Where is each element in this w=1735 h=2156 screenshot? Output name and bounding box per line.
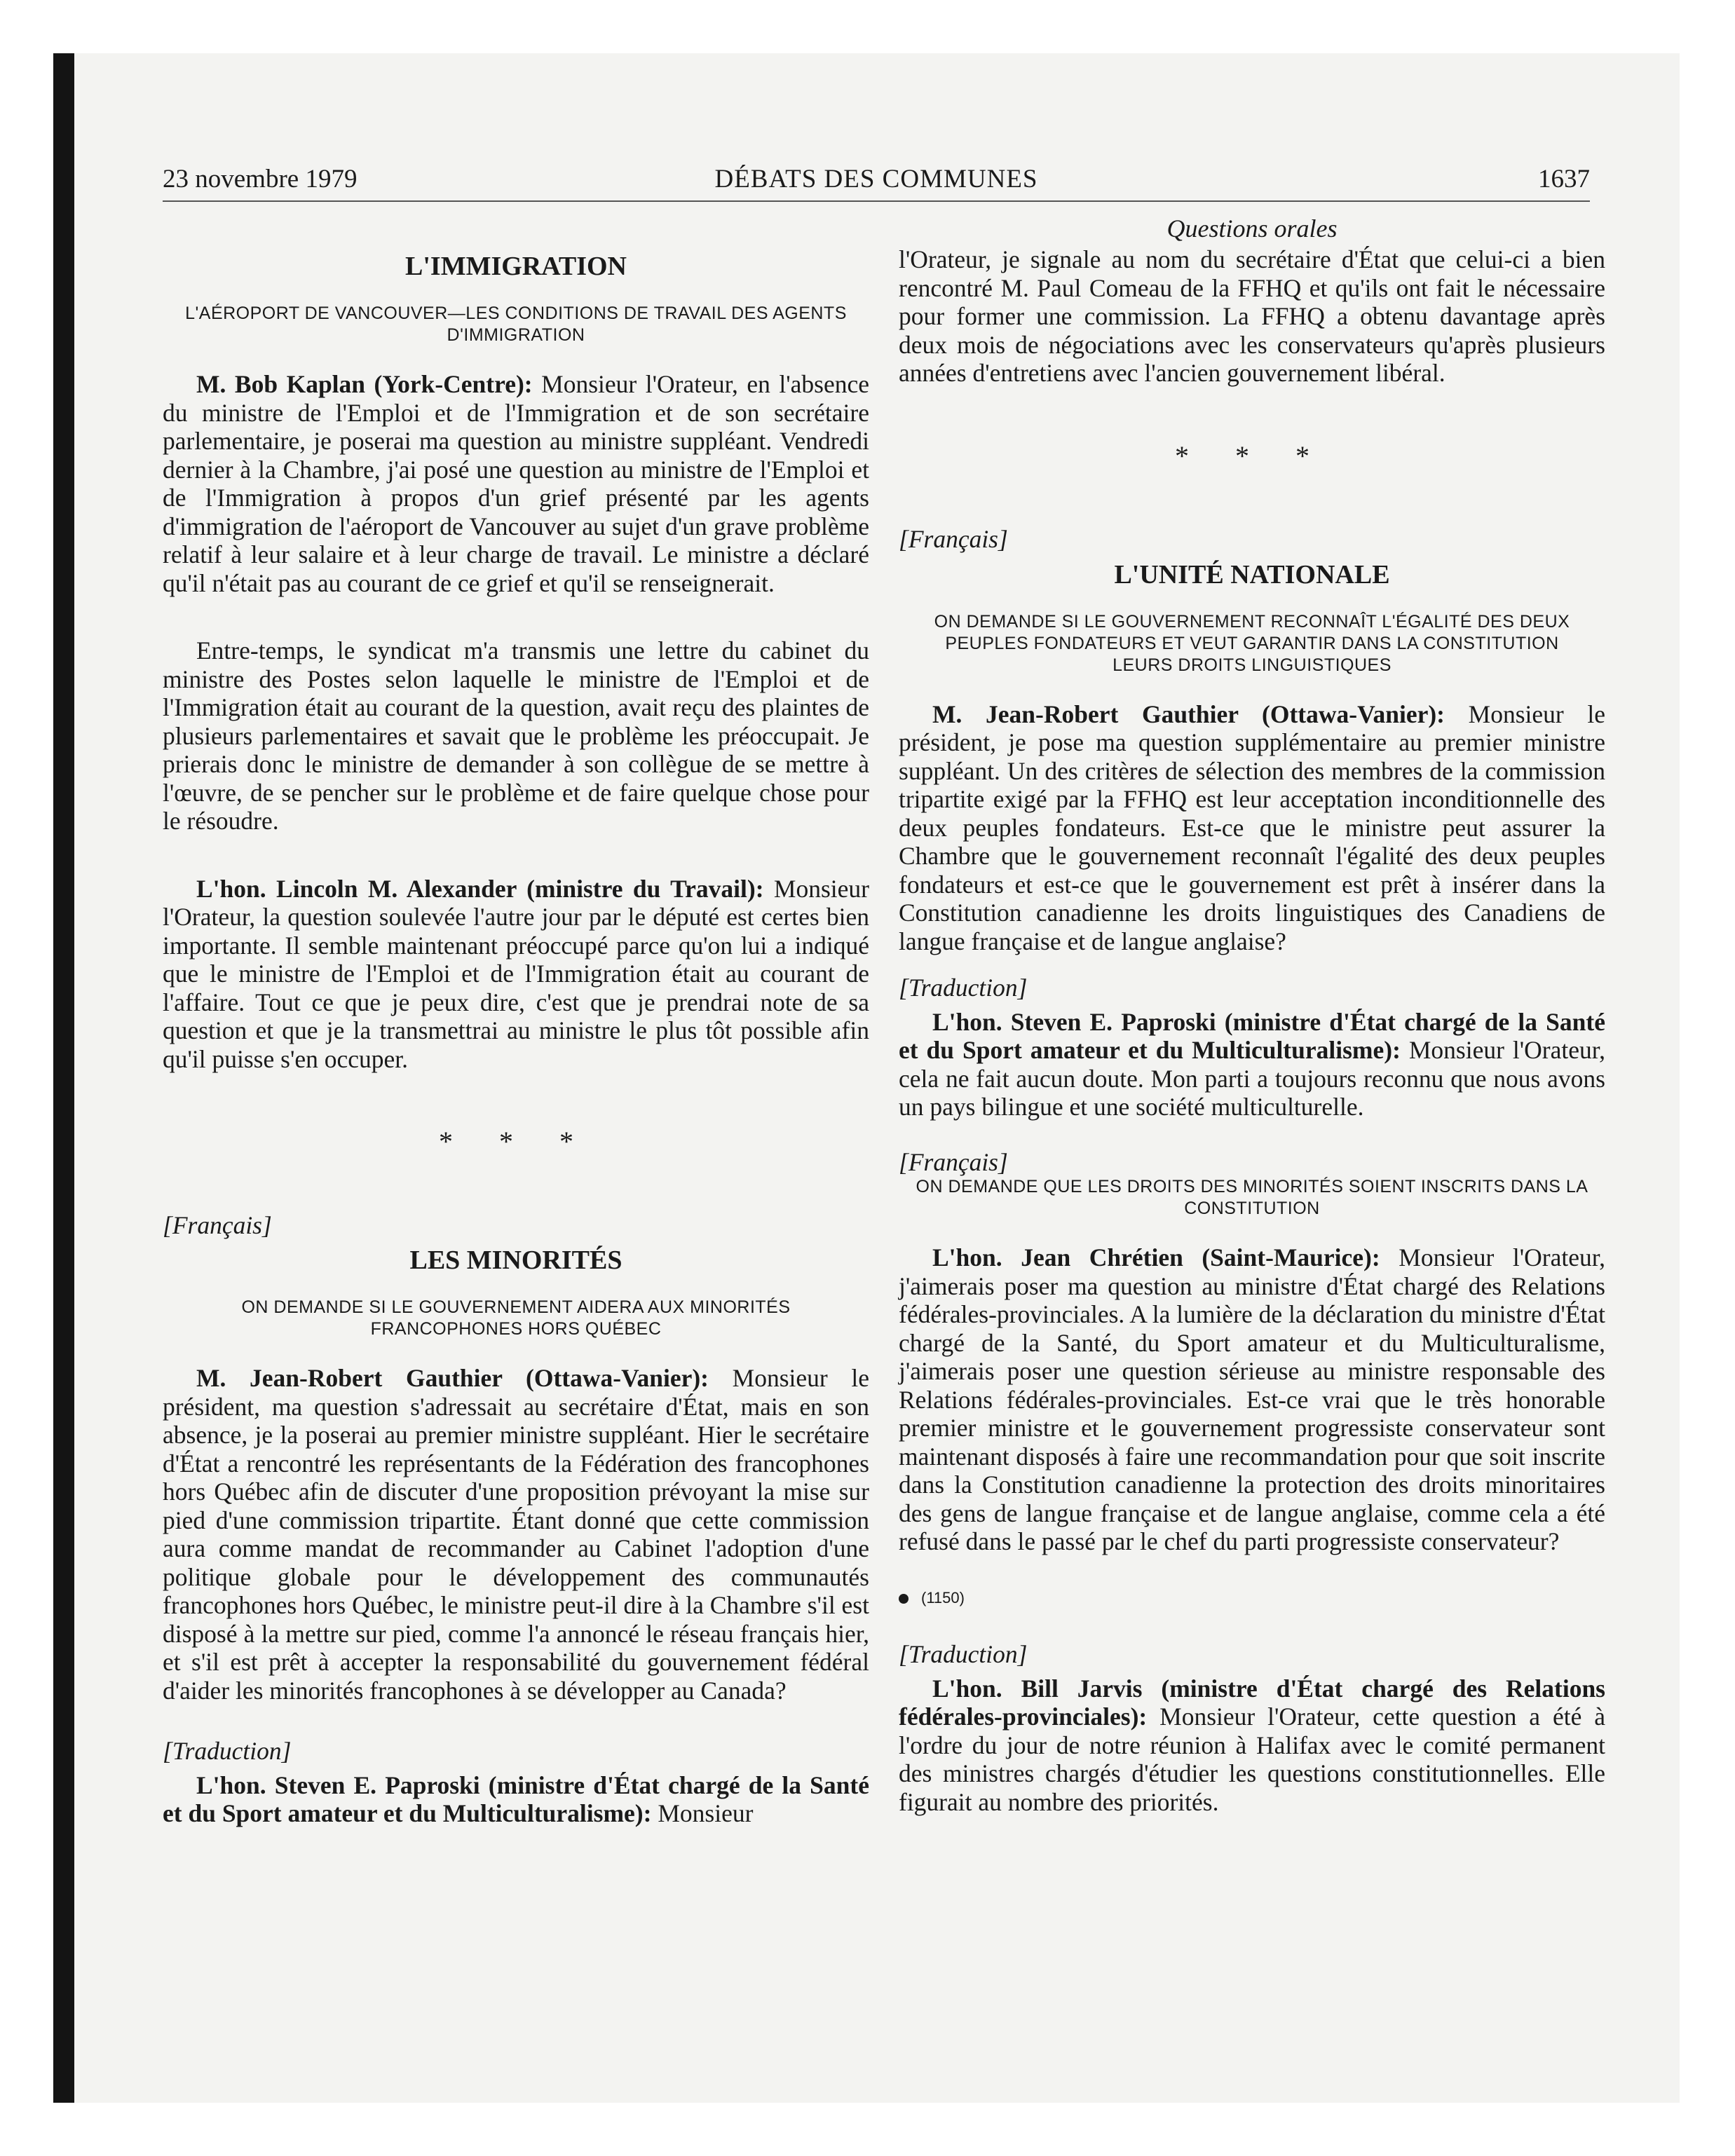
language-marker: [Français]	[899, 1147, 1008, 1176]
speech-text: Monsieur le président, ma question s'adressait au secrétaire d'État, mais en son absence, je la poserai au premier ministre suppléant. Hier le secrétaire d'État a rencontré les représentants de la Fédération des francophones hors Québec afin de discuter d'une proposition prévoyant la mise sur pied d'une commission tripartite. Étant donné que cette commission aura comme mandat de recommander au Cabinet l'adoption d'une politique globale pour le développement des communautés francophones hors Québec, le ministre peut-il dire à la Chambre s'il est disposé à la mettre sur pied, comme l'a annoncé le réseau français hier, et s'il est prêt à accepter la responsabilité du gouvernement fédéral d'aider les minorités francophones à se développer au Canada?	[163, 1364, 869, 1705]
subheading-minorites: ON DEMANDE SI LE GOUVERNEMENT AIDERA AUX MINORITÉS FRANCOPHONES HORS QUÉBEC	[241, 1297, 791, 1339]
paragraph-gauthier	[163, 1364, 869, 1705]
time-stamp-text: (1150)	[921, 1588, 965, 1606]
speaker-name: L'hon. Steven E. Paproski (ministre d'État chargé de la Santé et du Sport amateur et du Multiculturalisme):	[163, 1770, 869, 1827]
language-marker: [Traduction]	[899, 974, 1028, 1002]
section-heading-immigration: L'IMMIGRATION	[405, 252, 627, 281]
subheading-egalite: ON DEMANDE SI LE GOUVERNEMENT RECONNAÎT L'ÉGALITÉ DES DEUX PEUPLES FONDATEURS ET VEUT GARANTIR DANS LA CONSTITUTION LEURS DROITS LINGUISTIQUES	[934, 611, 1570, 675]
paragraph-kaplan-continued: Entre-temps, le syndicat m'a transmis une lettre du cabinet du ministre des Postes selon laquelle le ministre de l'Emploi et de l'Immigration était au courant de la question, avait reçu des plaintes de plusieurs parlementaires et savait que le problème les préoccupait. Je prierais donc le ministre de demander à son collègue de se mettre à l'œuvre, de se pencher sur le problème et de faire quelque chose pour le résoudre.	[163, 636, 869, 835]
paragraph-paproski	[163, 1771, 869, 1828]
paragraph-jarvis	[899, 1674, 1605, 1817]
paragraph-paproski-continued: l'Orateur, je signale au nom du secrétaire d'État que celui-ci a bien rencontré M. Paul Comeau de la FFHQ et qu'ils ont fait le nécessaire pour former une commission. La FFHQ a obtenu davantage après deux mois de négociations avec les conservateurs qu'après plusieurs années d'entretiens avec l'ancien gouvernement libéral.	[899, 245, 1605, 387]
speech-text: Monsieur l'Orateur, la question soulevée l'autre jour par le député est certes bien importante. Il semble maintenant préoccupé parce qu'on lui a indiqué que le ministre de l'Emploi et de l'Immigration était au courant de l'affaire. Tout ce que je peux dire, c'est que je prendrai note de sa question et que je la transmettrai au ministre le plus tôt possible afin qu'il puisse s'en occuper.	[163, 874, 869, 1073]
right-column	[899, 210, 1605, 1816]
speaker-name: L'hon. Bill Jarvis (ministre d'État chargé des Relations fédérales-provinciales):	[899, 1674, 1605, 1731]
speech-text: Monsieur l'Orateur, j'aimerais poser ma question au ministre d'État chargé des Relations fédérales-provinciales. A la lumière de la déclaration du ministre d'État chargé de la Santé, du Sport amateur et du Multiculturalisme, j'aimerais poser une question sérieuse au ministre responsable des Relations fédérales-provinciales. Est-ce vrai que le très honorable premier ministre et le gouvernement progressiste conservateur sont maintenant disposés à faire une recommandation pour que soit inscrite dans la Constitution canadienne la protection des droits minoritaires des gens de langue française et de langue anglaise, comme cela a été refusé dans le passé par le chef du parti progressiste conservateur?	[899, 1243, 1605, 1555]
header-date: 23 novembre 1979	[163, 165, 358, 193]
language-marker: [Français]	[899, 525, 1008, 553]
paragraph-gauthier	[899, 700, 1605, 956]
speaker-name: L'hon. Steven E. Paproski (ministre d'État chargé de la Santé et du Sport amateur et du Multiculturalisme):	[899, 1007, 1605, 1064]
speaker-name: L'hon. Lincoln M. Alexander (ministre du Travail):	[196, 874, 764, 903]
left-column	[163, 210, 869, 1828]
paragraph-alexander	[163, 875, 869, 1074]
speaker-name: M. Jean-Robert Gauthier (Ottawa-Vanier):	[196, 1364, 709, 1392]
subheading-droits-minorites: ON DEMANDE QUE LES DROITS DES MINORITÉS SOIENT INSCRITS DANS LA CONSTITUTION	[916, 1177, 1588, 1218]
speaker-name: L'hon. Jean Chrétien (Saint-Maurice):	[932, 1243, 1380, 1271]
speech-text: Monsieur l'Orateur, cette question a été à l'ordre du jour de notre réunion à Halifax avec le comité permanent des ministres chargés d'étudier les questions constitutionnelles. Elle figurait au nombre des priorités.	[899, 1703, 1605, 1816]
language-marker: [Traduction]	[899, 1640, 1028, 1668]
section-separator: * * *	[439, 1126, 593, 1157]
running-head: Questions orales	[1166, 214, 1338, 243]
subheading-vancouver: L'AÉROPORT DE VANCOUVER—LES CONDITIONS DE TRAVAIL DES AGENTS D'IMMIGRATION	[185, 303, 847, 345]
paragraph-kaplan	[163, 370, 869, 597]
speaker-name: M. Jean-Robert Gauthier (Ottawa-Vanier):	[932, 700, 1445, 728]
header-title: DÉBATS DES COMMUNES	[714, 165, 1038, 193]
speech-text: Monsieur	[651, 1799, 754, 1827]
section-separator: * * *	[1175, 439, 1329, 472]
page-header	[163, 158, 1590, 202]
page-number: 1637	[1538, 165, 1590, 193]
speaker-name: M. Bob Kaplan (York-Centre):	[196, 370, 533, 398]
bullet-icon	[899, 1594, 909, 1604]
language-marker: [Français]	[163, 1210, 272, 1239]
paragraph-paproski	[899, 1008, 1605, 1121]
scan-edge	[53, 53, 74, 2103]
speech-text: Monsieur l'Orateur, cela ne fait aucun doute. Mon parti a toujours reconnu que nous avons un pays bilingue et une société multiculturelle.	[899, 1036, 1605, 1121]
language-marker: [Traduction]	[163, 1737, 292, 1765]
time-stamp	[899, 1584, 1605, 1613]
section-heading-unite-nationale: L'UNITÉ NATIONALE	[1114, 559, 1390, 589]
speech-text: Monsieur l'Orateur, en l'absence du ministre de l'Emploi et de l'Immigration et de son secrétaire parlementaire, je poserai ma question au ministre suppléant. Vendredi dernier à la Chambre, j'ai posé une question au ministre de l'Emploi et de l'Immigration à propos d'un grief présenté par les agents d'immigration de l'aéroport de Vancouver au sujet d'un grave problème relatif à leur salaire et à leur charge de travail. Le ministre a déclaré qu'il n'était pas au courant de ce grief et qu'il se renseignerait.	[163, 370, 869, 597]
speech-text: Monsieur le président, je pose ma question supplémentaire au premier ministre suppléant. Un des critères de sélection des membres de la commission tripartite exigé par la FFHQ est leur acceptation inconditionnelle des deux peuples fondateurs. Est-ce que le ministre peut assurer la Chambre que le gouvernement reconnaît l'égalité des deux peuples fondateurs et est-ce que le gouvernement est prêt à insérer dans la Constitution canadienne les droits linguistiques des Canadiens de langue française et de langue anglaise?	[899, 700, 1605, 955]
paragraph-chretien	[899, 1243, 1605, 1556]
section-heading-minorites: LES MINORITÉS	[409, 1246, 622, 1275]
